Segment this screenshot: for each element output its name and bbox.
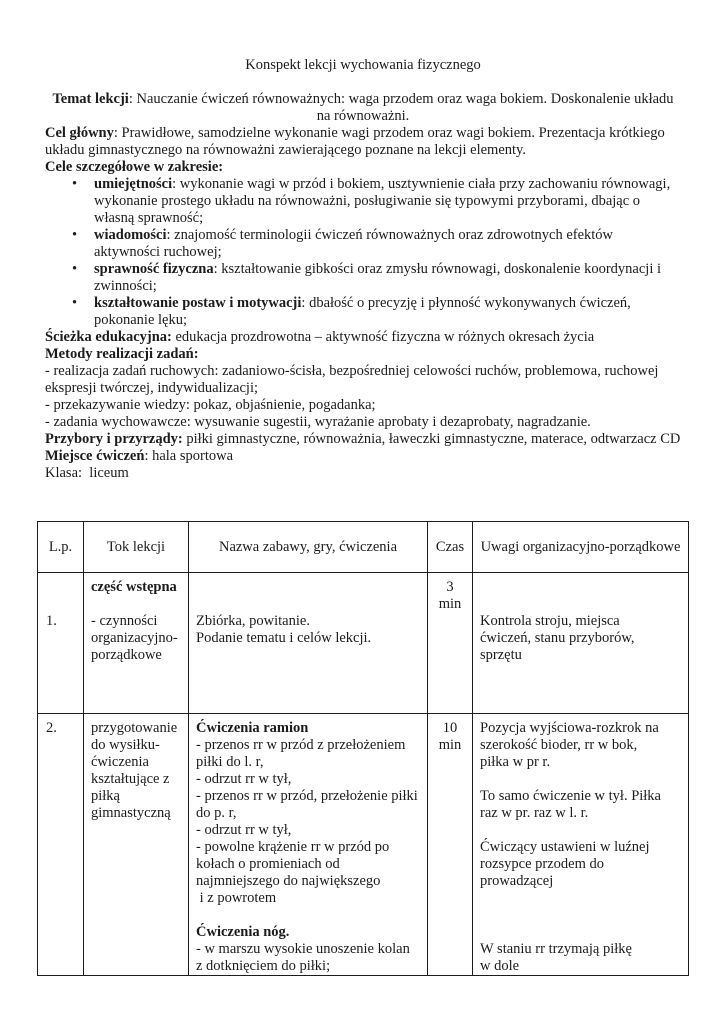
cell-uwagi xyxy=(473,573,689,714)
bold-text: kształtowanie postaw i motywacji xyxy=(94,295,302,311)
paragraph xyxy=(45,363,681,397)
cell-line: min xyxy=(438,596,462,612)
cell-line: - czynności xyxy=(91,613,158,629)
cell-line xyxy=(196,907,421,924)
paragraph xyxy=(45,159,681,176)
text: Klasa: liceum xyxy=(45,465,129,481)
cell-line: szerokość bioder, rr w bok, xyxy=(480,737,638,753)
cell-line xyxy=(480,579,682,596)
paragraph xyxy=(45,448,681,465)
cell-line: min xyxy=(438,737,462,753)
cell-line: z dotknięciem do piłki; xyxy=(196,958,331,974)
cell-line: najmniejszego do największego xyxy=(196,873,381,889)
text: - realizacja zadań ruchowych: zadaniowo-ścisła, bezpośredniej celowości ruchów, problemowa, ruchowej ekspresji twórczej, indywidualizacji; xyxy=(45,363,663,396)
cell-line: To samo ćwiczenie w tył. Piłka xyxy=(480,788,661,804)
bullet-icon: • xyxy=(72,176,78,192)
cell-line: Ćwiczenia nóg. xyxy=(196,924,290,940)
table-row xyxy=(38,573,689,714)
cell-line xyxy=(480,822,682,839)
bold-text: Metody realizacji zadań: xyxy=(45,346,199,362)
cell-line: gimnastyczną xyxy=(91,805,171,821)
cell-line: ćwiczeń, stanu przyborów, xyxy=(480,630,635,646)
cell-line: organizacyjno- xyxy=(91,630,178,646)
bullet-text xyxy=(94,295,681,329)
bullet-text xyxy=(94,227,681,261)
cell-line: 1. xyxy=(46,613,57,629)
text: - zadania wychowawcze: wysuwanie sugestii, wyrażanie aprobaty i dezaprobaty, nagradzanie. xyxy=(45,414,591,430)
cell-line xyxy=(196,579,421,596)
document-header-text xyxy=(0,0,725,482)
cell-line: piłki do l. r, xyxy=(196,754,264,770)
cell-line: porządkowe xyxy=(91,647,162,663)
paragraph xyxy=(45,397,681,414)
cell-line: W staniu rr trzymają piłkę xyxy=(480,941,632,957)
cell-czas xyxy=(428,573,473,714)
bold-text: Miejsce ćwiczeń xyxy=(45,448,145,464)
cell-line: kształtujące z xyxy=(91,771,170,787)
cell-line: do wysiłku- xyxy=(91,737,160,753)
paragraph xyxy=(45,91,681,125)
bullet-icon: • xyxy=(72,295,78,311)
text: : Prawidłowe, samodzielne wykonanie wagi przodem oraz wagi bokiem. Prezentacja krótkiego układu gimnastycznego na równoważni zawierającego poznane na lekcji elementy. xyxy=(45,125,669,158)
cell-line: 3 xyxy=(446,579,454,595)
text: piłki gimnastyczne, równoważnia, ławeczki gimnastyczne, materace, odtwarzacz CD xyxy=(182,431,681,447)
cell-line: rozsypce przodem do xyxy=(480,856,605,872)
paragraph xyxy=(45,329,681,346)
text: : wykonanie wagi w przód i bokiem, usztywnienie ciała przy zachowaniu równowagi, wykonanie prostego układu na równoważni, posługiwanie się typowymi przyborami, dbając o własną sprawność; xyxy=(94,176,674,226)
bullet-item xyxy=(45,295,681,329)
bold-text: Cele szczegółowe w zakresie: xyxy=(45,159,224,175)
cell-line: prowadzącej xyxy=(480,873,554,889)
paragraph xyxy=(45,465,681,482)
header-czas: Czas xyxy=(428,522,473,573)
cell-uwagi xyxy=(473,714,689,976)
cell-line: piłką xyxy=(91,788,120,804)
header-tok-lekcji: Tok lekcji xyxy=(84,522,189,573)
cell-line: piłka w pr r. xyxy=(480,754,551,770)
bold-text: umiejętności xyxy=(94,176,173,192)
blank-line xyxy=(45,74,681,91)
cell-tok xyxy=(84,714,189,976)
cell-line xyxy=(91,596,182,613)
text: : hala sportowa xyxy=(144,448,234,464)
bold-text: wiadomości xyxy=(94,227,167,243)
cell-lp xyxy=(38,573,84,714)
cell-tok xyxy=(84,573,189,714)
bold-text: Przybory i przyrządy: xyxy=(45,431,183,447)
paragraph xyxy=(45,125,681,159)
header-lp: L.p. xyxy=(38,522,84,573)
bullet-item xyxy=(45,176,681,227)
bullet-icon: • xyxy=(72,261,78,277)
paragraph xyxy=(45,431,681,448)
cell-line xyxy=(46,579,77,596)
bullet-icon: • xyxy=(72,227,78,243)
cell-line: część wstępna xyxy=(91,579,177,595)
cell-line: Zbiórka, powitanie. xyxy=(196,613,310,629)
text: : Nauczanie ćwiczeń równoważnych: waga przodem oraz waga bokiem. Doskonalenie układu na równoważni. xyxy=(128,91,678,124)
cell-line: - w marszu wysokie unoszenie kolan xyxy=(196,941,410,957)
cell-line: ćwiczenia xyxy=(91,754,149,770)
cell-line xyxy=(480,596,682,613)
paragraph xyxy=(45,414,681,431)
cell-line xyxy=(196,596,421,613)
text: edukacja prozdrowotna – aktywność fizyczna w różnych okresach życia xyxy=(171,329,595,345)
cell-line: raz w pr. raz w l. r. xyxy=(480,805,589,821)
cell-line: - odrzut rr w tył, xyxy=(196,822,292,838)
cell-line: - przenos rr w przód z przełożeniem xyxy=(196,737,406,753)
bullet-text xyxy=(94,176,681,227)
cell-line: i z powrotem xyxy=(196,890,277,906)
cell-nazwa xyxy=(189,714,428,976)
cell-line xyxy=(480,907,682,924)
cell-line: Kontrola stroju, miejsca xyxy=(480,613,620,629)
cell-line: - przenos rr w przód, przełożenie piłki xyxy=(196,788,418,804)
cell-czas xyxy=(428,714,473,976)
cell-line: przygotowanie xyxy=(91,720,178,736)
bold-text: Temat lekcji xyxy=(52,91,129,107)
cell-line: 2. xyxy=(46,720,57,736)
text: : dbałość o precyzję i płynność wykonywanych ćwiczeń, pokonanie lęku; xyxy=(94,295,635,328)
cell-line xyxy=(46,596,77,613)
bullet-text xyxy=(94,261,681,295)
cell-line: - powolne krążenie rr w przód po xyxy=(196,839,390,855)
text: - przekazywanie wiedzy: pokaz, objaśnienie, pogadanka; xyxy=(45,397,376,413)
paragraph-list xyxy=(45,91,681,482)
cell-line: Podanie tematu i celów lekcji. xyxy=(196,630,372,646)
cell-line: 10 xyxy=(442,720,458,736)
bold-text: Cel główny xyxy=(45,125,114,141)
cell-line: Ćwiczenia ramion xyxy=(196,720,309,736)
text: : kształtowanie gibkości oraz zmysłu równowagi, doskonalenie koordynacji i zwinności; xyxy=(94,261,665,294)
header-nazwa: Nazwa zabawy, gry, ćwiczenia xyxy=(189,522,428,573)
cell-nazwa xyxy=(189,573,428,714)
cell-line xyxy=(480,771,682,788)
cell-line: - odrzut rr w tył, xyxy=(196,771,292,787)
cell-line xyxy=(480,890,682,907)
cell-lp xyxy=(38,714,84,976)
paragraph xyxy=(45,346,681,363)
header-uwagi: Uwagi organizacyjno-porządkowe xyxy=(473,522,689,573)
bullet-item xyxy=(45,227,681,261)
cell-line: do p. r, xyxy=(196,805,237,821)
text: : znajomość terminologii ćwiczeń równoważnych oraz zdrowotnych efektów aktywności ruchowej; xyxy=(94,227,617,260)
cell-line: Pozycja wyjściowa-rozkrok na xyxy=(480,720,659,736)
bullet-item xyxy=(45,261,681,295)
cell-line xyxy=(480,924,682,941)
lesson-plan-table xyxy=(37,521,689,976)
bold-text: Ścieżka edukacyjna: xyxy=(45,329,172,345)
cell-line: sprzętu xyxy=(480,647,522,663)
cell-line: kołach o promieniach od xyxy=(196,856,340,872)
doc-title: Konspekt lekcji wychowania fizycznego xyxy=(245,57,481,73)
table-header-row xyxy=(38,522,689,573)
table-row xyxy=(38,714,689,976)
bold-text: sprawność fizyczna xyxy=(94,261,214,277)
cell-line: w dole xyxy=(480,958,520,974)
cell-line: Ćwiczący ustawieni w luźnej xyxy=(480,839,650,855)
